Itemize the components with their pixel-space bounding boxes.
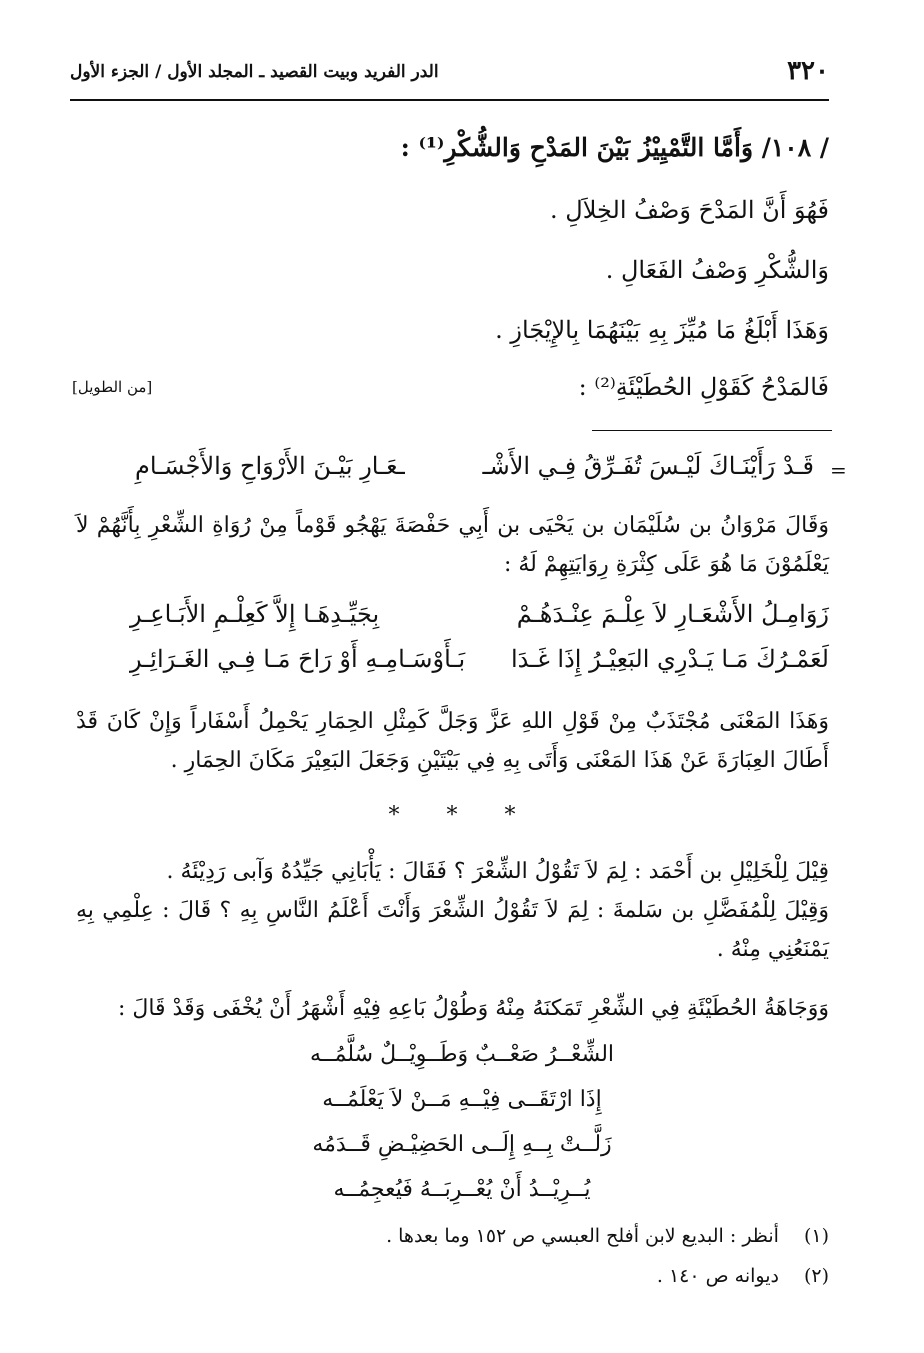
running-header: [70, 56, 829, 96]
page-number: ٣٢٠: [787, 56, 829, 86]
verse-hemistich-1: زَوَامِـلُ الأَشْعَـارِ لاَ عِلْـمَ عِنْـدَهُـمْ: [516, 600, 829, 628]
divider-rule: [592, 430, 832, 431]
paragraph-hutayah: وَوَجَاهَةُ الحُطَيْئَةِ فِي الشِّعْرِ تَمَكنَهُ مِنْهُ وَطُوْلُ بَاعِهِ فِيْهِ أَشْهَرُ أَنْ يُخْفَى وَقَدْ قَالَ :: [117, 996, 829, 1021]
definition-line-3: وَهَذَا أَبْلَغُ مَا مُيِّزَ بِهِ بَيْنَهُمَا بِالإِيْجَازِ .: [495, 316, 829, 344]
paragraph-mufaddal: وَقِيْلَ لِلْمُفَضَّلِ بن سَلمةَ : لِمَ لاَ تَقُوْلُ الشِّعْرَ وَأَنْتَ أَعْلَمُ النَّاسِ بِهِ ؟ قَالَ : عِلْمِي بِهِ يَمْنَعُنِي مِنْهُ .: [76, 898, 829, 962]
paragraph-marwan: وَقَالَ مَرْوَانُ بن سُلَيْمَان بن يَحْيَى بن أَبِي حَفْصَةَ يَهْجُو قَوْماً مِنْ رُوَاةِ الشِّعْرِ بِأَنَّهُمْ لاَ يَعْلَمُوْنَ مَا هُوَ عَلَى كِثْرَةِ رِوَايَتِهِمْ لَهُ :: [76, 513, 829, 577]
footnote-text: ديوانه ص ١٤٠ .: [656, 1265, 779, 1287]
verse-hemistich-1: قَـدْ رَأَيْنَـاكَ لَيْـسَ تُفَـرِّقُ فِـي الأَشْـ: [482, 452, 814, 480]
verse-line: [135, 452, 814, 492]
definition-line-2: وَالشُّكْرِ وَصْفُ الفَعَالِ .: [605, 256, 829, 284]
header-rule: [70, 99, 829, 101]
verse-line: [130, 645, 829, 685]
verse-hemistich-2: بَـأَوْسَـامِـهِ أَوْ رَاحَ مَـا فِـي الغَـرَائِـرِ: [130, 645, 466, 673]
poem-line: يُــرِيْــدُ أَنْ يُعْــرِبَــهُ فَيُعجِمُــه: [333, 1177, 591, 1202]
paragraph-khalil: قِيْلَ لِلْخَلِيْلِ بن أَحْمَد : لِمَ لاَ تَقُوْلُ الشِّعْرَ ؟ فَقَالَ : يَأْبَانِي جَيِّدُهُ وَآبى رَدِيْئَهُ .: [166, 859, 829, 884]
poem-line: إِذَا ارْتَقَــى فِيْــهِ مَــنْ لاَ يَعْلَمُــه: [322, 1087, 602, 1112]
running-title: الدر الفريد وبيت القصيد ـ المجلد الأول / الجزء الأول: [70, 62, 439, 82]
section-heading: / ١٠٨/ وَأَمَّا التَّمْيِيْزُ بَيْنَ المَدْحِ وَالشُّكْرِ⁽¹⁾ :: [400, 133, 829, 162]
verse-hemistich-2: بِجَيِّـدِهَـا إِلاَّ كَعِلْـمِ الأَبَـاعِـرِ: [130, 600, 380, 628]
poem-line: الشِّعْــرُ صَعْــبٌ وَطَــوِيْــلٌ سُلَّمُــه: [309, 1042, 615, 1067]
section-separator: * * *: [388, 803, 536, 828]
footnote-number: (٢): [803, 1265, 829, 1287]
footnote-text: أنظر : البديع لابن أفلح العبسي ص ١٥٢ وما بعدها .: [386, 1225, 779, 1247]
footnote-1: [386, 1225, 829, 1247]
poem-line: زَلَّــتْ بِــهِ إِلَــى الحَضِيْـضِ قَــدَمُه: [312, 1132, 612, 1157]
continuation-mark: =: [830, 458, 847, 482]
verse-hemistich-2: ـعَـارِ بَيْـنَ الأَرْوَاحِ وَالأَجْسَـامِ: [135, 452, 405, 480]
verse-line: [130, 600, 829, 640]
footnote-2: [657, 1265, 829, 1287]
verse-hemistich-1: لَعَمْـرُكَ مَـا يَـدْرِي البَعِيْـرُ إِذَا غَـدَا: [510, 645, 829, 673]
paragraph-commentary: وَهَذَا المَعْنَى مُجْتَذَبٌ مِنْ قَوْلِ اللهِ عَزَّ وَجَلَّ كَمِثْلِ الحِمَارِ يَحْمِلُ أَسْفَاراً وَإِنْ كَانَ قَدْ أَطَالَ العِبَارَةَ عَنْ هَذَا المَعْنَى وَأَتَى بِهِ فِي بَيْتَيْنِ وَجَعَلَ البَعِيْرَ مَكَانَ الحِمَارِ .: [76, 709, 829, 773]
definition-line-4: فَالمَدْحُ كَقَوْلِ الحُطَيْئَةِ⁽²⁾ :: [578, 373, 829, 401]
meter-label: [من الطويل]: [72, 378, 153, 396]
footnote-number: (١): [803, 1225, 829, 1247]
definition-line-1: فَهُوَ أَنَّ المَدْحَ وَصْفُ الخِلاَلِ .: [550, 196, 829, 224]
